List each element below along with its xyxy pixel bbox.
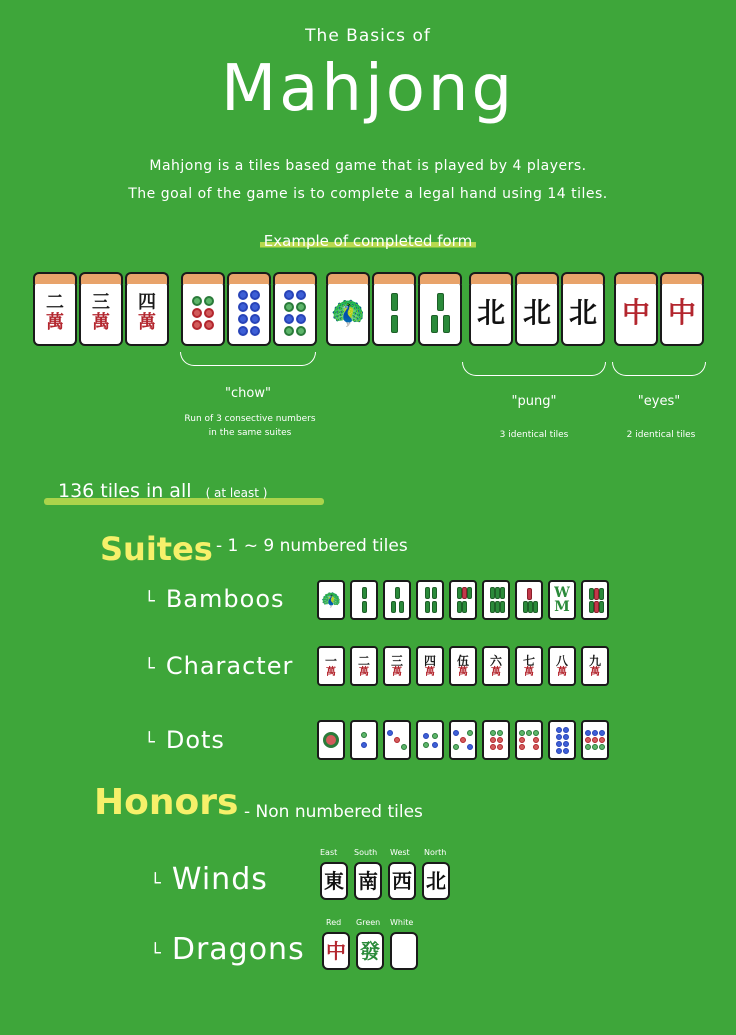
tile-character-3: 三 萬 — [383, 646, 411, 686]
tile-bamboo-1 — [317, 580, 345, 620]
tile-bamboo-2 — [372, 280, 416, 346]
tile-east-wind: 東 — [320, 862, 348, 900]
tile-north-wind: 北 — [561, 280, 605, 346]
tile-dots-8 — [273, 280, 317, 346]
tile-dots-5 — [181, 280, 225, 346]
tile-white-dragon — [390, 932, 418, 970]
tile-character-8: 八 萬 — [548, 646, 576, 686]
tile-bamboo-6 — [482, 580, 510, 620]
tile-character-4: 四 萬 — [125, 280, 169, 346]
tile-north-wind: 北 — [422, 862, 450, 900]
tile-character-1: 一 萬 — [317, 646, 345, 686]
tile-dots-4 — [416, 720, 444, 760]
subtitle: The Basics of — [305, 26, 431, 46]
tile-red-dragon: 中 — [660, 280, 704, 346]
bird-icon: 🦚 — [330, 296, 366, 329]
tile-dots-2 — [350, 720, 378, 760]
honors-title: Honors — [94, 782, 239, 823]
tile-red-dragon: 中 — [322, 932, 350, 970]
tile-dots-7 — [227, 280, 271, 346]
tile-character-9: 九 萬 — [581, 646, 609, 686]
tile-dots-6 — [482, 720, 510, 760]
tile-dots-8 — [548, 720, 576, 760]
tile-bamboo-7 — [515, 580, 543, 620]
example-label-text: Example of completed form — [260, 232, 476, 250]
tile-character-5: 伍 萬 — [449, 646, 477, 686]
tile-character-3: 三 萬 — [79, 280, 123, 346]
dots-label: └ Dots — [144, 726, 225, 754]
tile-dots-3 — [383, 720, 411, 760]
east-caption: East — [320, 848, 338, 857]
tile-north-wind: 北 — [515, 280, 559, 346]
tile-dots-7 — [515, 720, 543, 760]
character-label: └ Character — [144, 652, 294, 680]
tile-bamboo-2 — [350, 580, 378, 620]
tile-bamboo-3 — [383, 580, 411, 620]
honors-desc: - Non numbered tiles — [244, 802, 423, 822]
eyes-brace — [612, 362, 706, 376]
tile-bamboo-4 — [416, 580, 444, 620]
example-label — [0, 232, 736, 250]
page-title: Mahjong — [220, 52, 516, 126]
pung-desc: 3 identical tiles — [499, 430, 569, 440]
suites-title: Suites — [100, 530, 213, 568]
tile-bamboo-1-bird — [326, 280, 370, 346]
west-caption: West — [390, 848, 410, 857]
dragons-label: └ Dragons — [150, 932, 305, 967]
tile-dots-5 — [449, 720, 477, 760]
tile-character-2: 二 萬 — [350, 646, 378, 686]
tile-character-6: 六 萬 — [482, 646, 510, 686]
intro-line-2: The goal of the game is to complete a legal hand using 14 tiles. — [128, 186, 608, 202]
tile-green-dragon: 發 — [356, 932, 384, 970]
tile-bamboo-3 — [418, 280, 462, 346]
green-caption: Green — [356, 918, 381, 927]
chow-label: "chow" — [225, 386, 271, 401]
eyes-label: "eyes" — [637, 394, 681, 409]
tile-dots-9 — [581, 720, 609, 760]
chow-desc: Run of 3 consective numbers in the same suites — [184, 414, 316, 438]
eyes-desc: 2 identical tiles — [626, 430, 696, 440]
chow-brace — [180, 352, 316, 366]
tile-character-4: 四 萬 — [416, 646, 444, 686]
south-caption: South — [354, 848, 378, 857]
north-caption: North — [424, 848, 447, 857]
tile-north-wind: 北 — [469, 280, 513, 346]
pung-label: "pung" — [511, 394, 557, 409]
tile-bamboo-8: W M — [548, 580, 576, 620]
tile-dots-1 — [317, 720, 345, 760]
tile-bamboo-5 — [449, 580, 477, 620]
bamboos-label: └ Bamboos — [144, 585, 285, 613]
tile-red-dragon: 中 — [614, 280, 658, 346]
pung-brace — [462, 362, 606, 376]
intro-line-1: Mahjong is a tiles based game that is played by 4 players. — [149, 158, 587, 174]
tile-character-2: 二 萬 — [33, 280, 77, 346]
tile-west-wind: 西 — [388, 862, 416, 900]
bird-icon: 🦚 — [321, 590, 341, 609]
red-caption: Red — [326, 918, 342, 927]
tile-bamboo-9 — [581, 580, 609, 620]
suites-desc: - 1 ~ 9 numbered tiles — [216, 536, 408, 556]
white-caption: White — [390, 918, 414, 927]
tile-south-wind: 南 — [354, 862, 382, 900]
winds-label: └ Winds — [150, 862, 268, 897]
totals-label: 136 tiles in all ( at least ) — [58, 480, 268, 502]
tile-character-7: 七 萬 — [515, 646, 543, 686]
